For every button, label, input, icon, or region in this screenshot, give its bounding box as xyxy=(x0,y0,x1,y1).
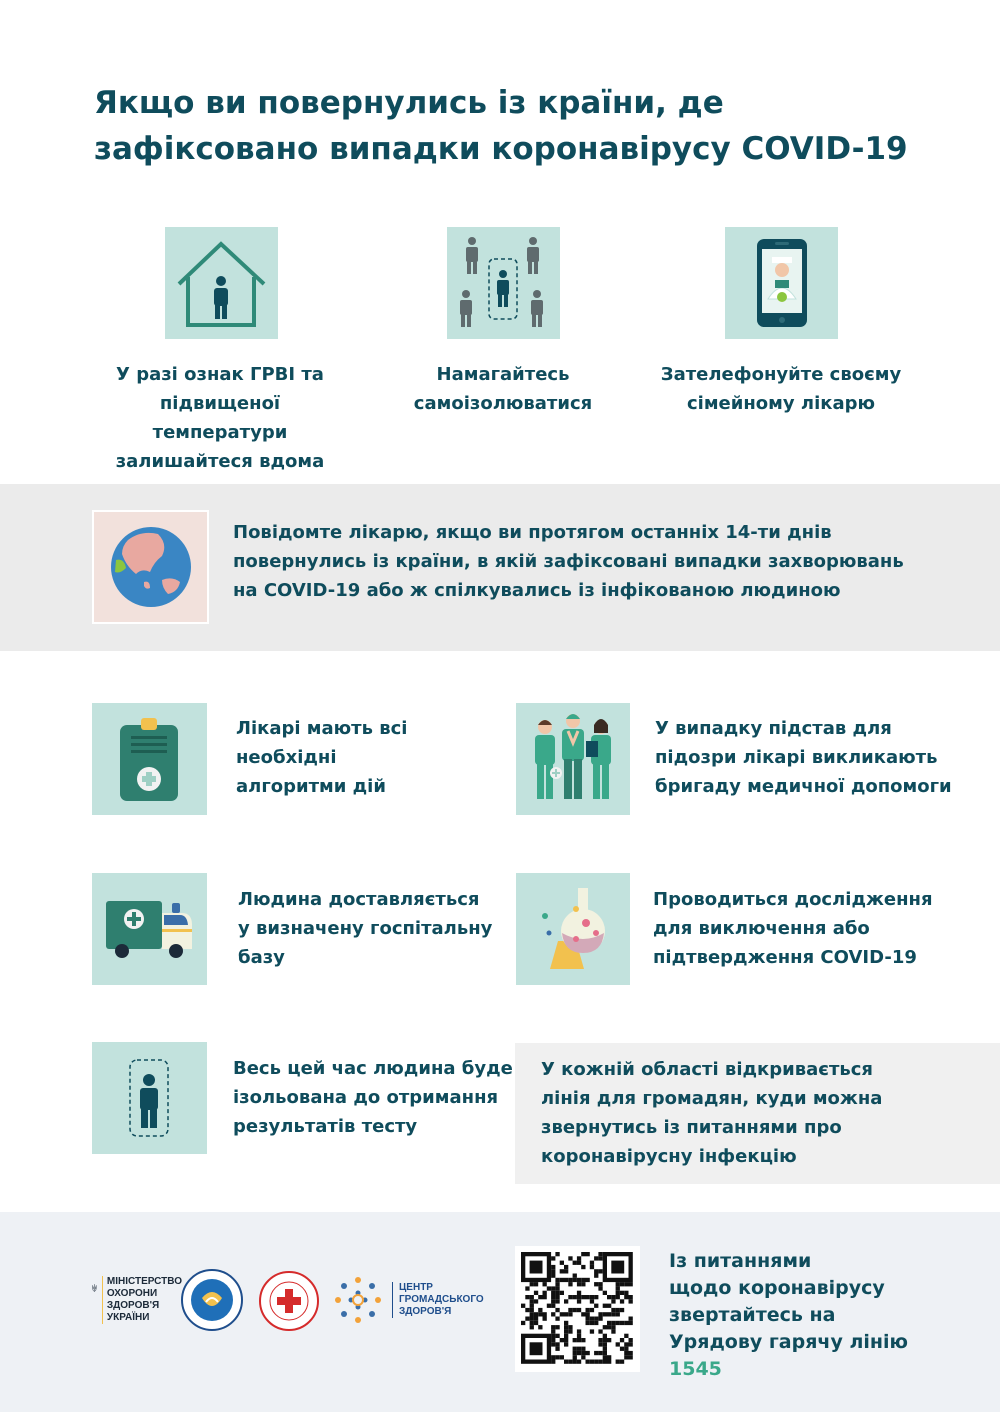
step-text-isolation: Весь цей час людина буде ізольована до отримання результатів тесту xyxy=(233,1058,513,1137)
ambulance-icon xyxy=(92,873,207,985)
moh-logo-text: МІНІСТЕРСТВО ОХОРОНИ ЗДОРОВ'Я УКРАЇНИ xyxy=(102,1276,182,1324)
phone-doctor-icon xyxy=(725,227,838,339)
page-title xyxy=(94,80,974,172)
regional-line-text: У кожній області відкривається лінія для громадян, куди можна звернутись із питаннями про коронавірусну інфекцію xyxy=(541,1059,883,1167)
lab-flask-icon xyxy=(516,873,630,985)
step-text-testing: Проводиться дослідження для виключення або підтвердження COVID-19 xyxy=(653,889,933,968)
step-caption-call: Зателефонуйте своєму сімейному лікарю xyxy=(660,364,902,414)
hotline-number[interactable]: 1545 xyxy=(669,1358,722,1380)
phc-emblem-icon xyxy=(332,1274,384,1326)
isolated-person-icon xyxy=(92,1042,207,1154)
step-text-brigade: У випадку підстав для підозри лікарі викликають бригаду медичної допомоги xyxy=(655,718,952,797)
notice-text: Повідомте лікарю, якщо ви протягом останніх 14-ти днів повернулись із країни, в якій зафіксовані випадки захворювань на COVID-19 або ж спілкувались із інфікованою людиною xyxy=(233,522,904,601)
trident-icon xyxy=(92,1276,97,1300)
title-line-1: Якщо ви повернулись із країни, де xyxy=(94,85,724,121)
phc-logo xyxy=(332,1272,492,1328)
step-caption-isolate: Намагайтесь самоізолюватися xyxy=(413,364,593,414)
title-line-2: зафіксовано випадки коронавірусу COVID-19 xyxy=(94,131,908,167)
self-isolation-icon xyxy=(447,227,560,339)
house-person-icon xyxy=(165,227,278,339)
phc-logo-text: ЦЕНТР ГРОМАДСЬКОГО ЗДОРОВ'Я xyxy=(392,1282,484,1318)
association-seal-logo xyxy=(180,1268,244,1332)
red-cross-logo xyxy=(258,1270,320,1332)
step-caption-home: У разі ознак ГРВІ та підвищеної температури залишайтеся вдома xyxy=(115,364,325,472)
moh-logo xyxy=(92,1276,182,1328)
step-text-hospital: Людина доставляється у визначену госпітальну базу xyxy=(238,889,493,968)
hotline-text: Із питаннями щодо коронавірусу звертайтесь на Урядову гарячу лінію 1545 xyxy=(669,1248,969,1383)
medical-team-icon xyxy=(516,703,630,815)
clipboard-medical-icon xyxy=(92,703,207,815)
globe-icon xyxy=(92,510,209,624)
step-text-algorithms: Лікарі мають всі необхідні алгоритми дій xyxy=(236,718,408,797)
qr-code[interactable] xyxy=(515,1246,640,1372)
